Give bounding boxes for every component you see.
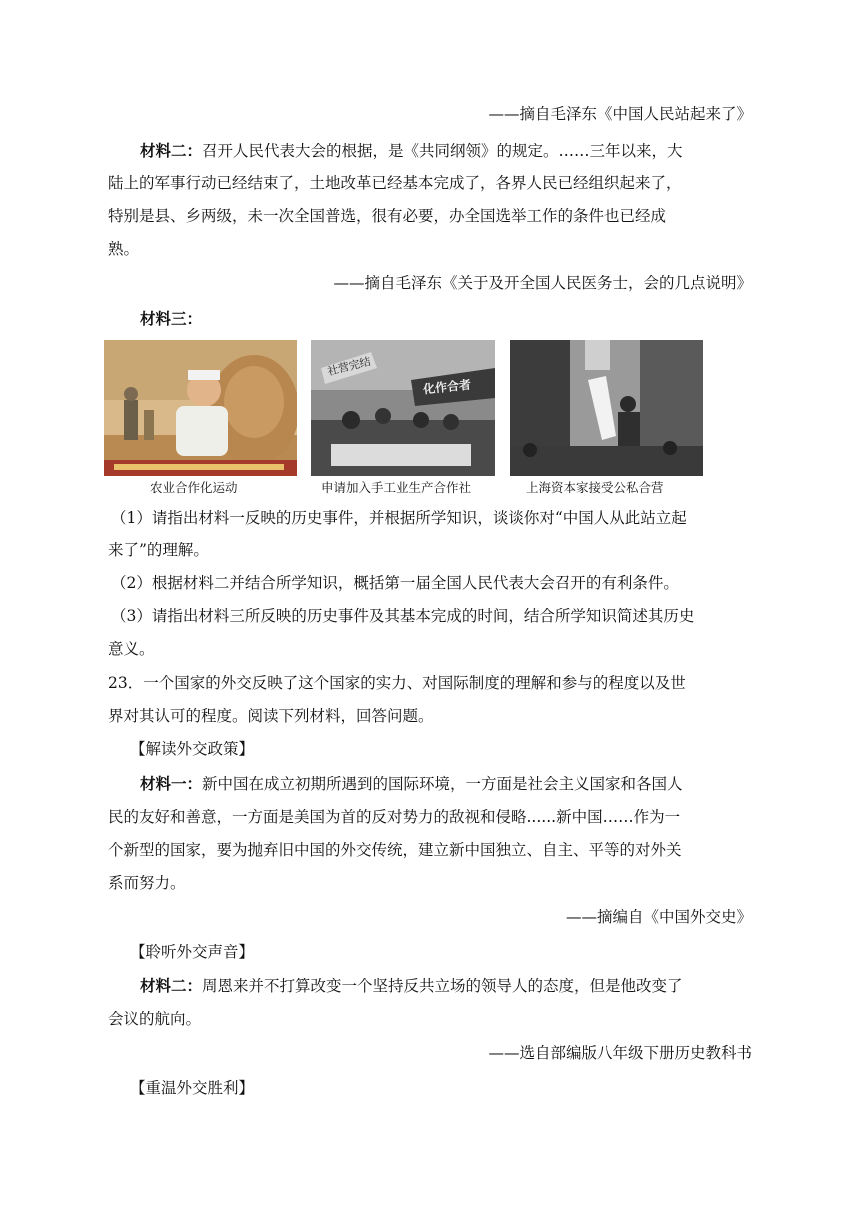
q23-material2-line1 (140, 975, 683, 997)
image1-caption: 农业合作化运动 (150, 480, 238, 495)
image3-caption: 上海资本家接受公私合营 (526, 480, 664, 495)
q23-material1-line4: 系而努力。 (108, 874, 186, 892)
material3-label (140, 308, 202, 330)
q23-line2: 界对其认可的程度。阅读下列材料，回答问题。 (108, 707, 434, 725)
material3-label-text: 材料三： (140, 309, 203, 328)
material2-line2: 陆上的军事行动已经结束了，土地改革已经基本完成了，各界人民已经组织起来了， (108, 174, 682, 192)
q23-material2-text1: 周恩来并不打算改变一个坚持反共立场的领导人的态度，但是他改变了 (202, 977, 683, 995)
q23-material2-line2: 会议的航向。 (108, 1010, 202, 1028)
q23-material1-source: ——摘编自《中国外交史》 (565, 908, 752, 926)
material2-text1: 召开人民代表大会的根据，是《共同纲领》的规定。……三年以来，大 (202, 142, 683, 160)
poster-farmer-image (104, 340, 297, 476)
public-private-photo-icon (510, 340, 703, 476)
banner1-text: 社营完结 (326, 354, 373, 379)
q23-material1-label: 材料一： (140, 774, 203, 793)
section-heading-victory: 【重温外交胜利】 (130, 1079, 255, 1097)
image2-caption: 申请加入手工业生产合作社 (321, 480, 472, 495)
q23-material2-source: ——选自部编版八年级下册历史教科书 (488, 1044, 752, 1062)
material1-source: ——摘自毛泽东《中国人民站起来了》 (488, 105, 752, 123)
section-heading-policy: 【解读外交政策】 (130, 740, 255, 758)
q23-material1-line3: 个新型的国家，要为抛弃旧中国的外交传统，建立新中国独立、自主、平等的对外关 (108, 841, 682, 859)
material2-line1 (140, 140, 683, 162)
section-heading-voice: 【聆听外交声音】 (130, 943, 255, 961)
poster-farmer-icon (104, 340, 297, 476)
material2-label: 材料二： (140, 141, 203, 160)
question1-line2: 来了”的理解。 (108, 541, 209, 559)
question3-line2: 意义。 (108, 640, 155, 658)
question3-line1: （3）请指出材料三所反映的历史事件及其基本完成的时间，结合所学知识简述其历史 (111, 607, 695, 625)
material2-line4: 熟。 (108, 240, 140, 258)
q23-material1-line2: 民的友好和善意，一方面是美国为首的反对势力的敌视和侵略......新中国……作为一 (108, 808, 681, 826)
q23-material1-text1: 新中国在成立初期所遇到的国际环境，一方面是社会主义国家和各国人 (202, 775, 683, 793)
question1-line1: （1）请指出材料一反映的历史事件，并根据所学知识，谈谈你对“中国人从此站立起 (111, 509, 687, 527)
public-private-photo (510, 340, 703, 476)
banner2-text: 化作合者 (422, 377, 472, 397)
question2: （2）根据材料二并结合所学知识，概括第一届全国人民代表大会召开的有利条件。 (111, 574, 679, 592)
q23-material2-label: 材料二： (140, 976, 203, 995)
cooperative-photo (311, 340, 495, 476)
q23-line1: 23．一个国家的外交反映了这个国家的实力、对国际制度的理解和参与的程度以及世 (108, 674, 686, 692)
material2-line3: 特别是县、乡两级，未一次全国普选，很有必要，办全国选举工作的条件也已经成 (108, 207, 667, 225)
material2-source: ——摘自毛泽东《关于及开全国人民医务士，会的几点说明》 (333, 274, 752, 292)
q23-material1-line1 (140, 773, 683, 795)
